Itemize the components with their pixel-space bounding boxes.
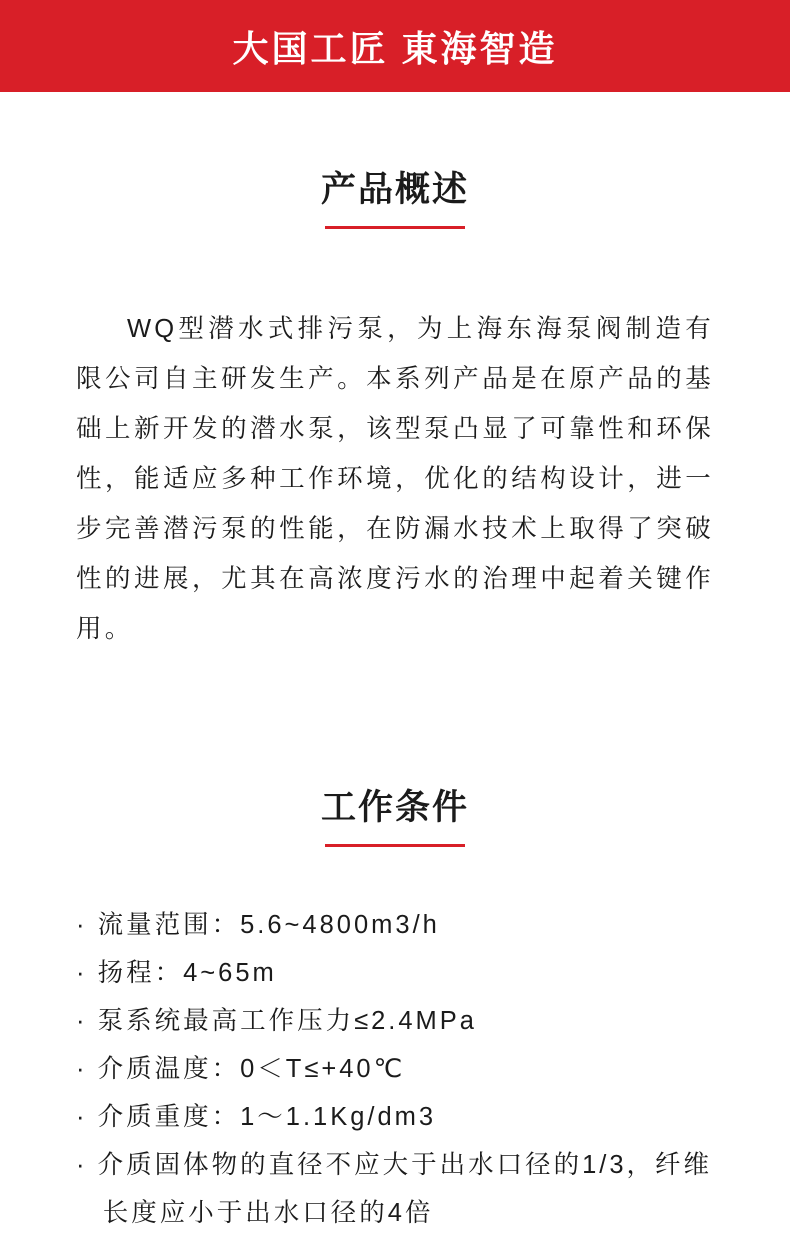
- list-item: · 泵系统最高工作压力≤2.4MPa: [76, 1006, 477, 1035]
- list-item: · 介质固体物的直径不应大于出水口径的1/3，纤维长度应小于出水口径的4倍: [76, 1150, 713, 1227]
- section-working-conditions: [0, 786, 790, 1237]
- working-conditions-list: [76, 901, 714, 1237]
- list-item: · 介质温度：0＜T≤+40℃: [76, 1054, 406, 1083]
- section-product-overview: [0, 168, 790, 654]
- banner-title: 大国工匠 東海智造: [232, 27, 558, 69]
- spacer-working-conditions-body: [76, 847, 714, 901]
- list-item: · 扬程：4~65m: [76, 958, 277, 987]
- page-banner: [0, 0, 790, 92]
- spacer-before-working-conditions: [0, 680, 790, 786]
- section-header-product-overview: [76, 168, 714, 229]
- list-item: · 介质重度：1～1.1Kg/dm3: [76, 1102, 437, 1131]
- list-item: · 流量范围：5.6~4800m3/h: [76, 910, 440, 939]
- spacer-overview-body: [76, 229, 714, 279]
- product-overview-paragraph: WQ型潜水式排污泵，为上海东海泵阀制造有限公司自主研发生产。本系列产品是在原产品的基础上新开发的潜水泵，该型泵凸显了可靠性和环保性，能适应多种工作环境，优化的结构设计，进一步完善潜污泵的性能，在防漏水技术上取得了突破性的进展，尤其在高浓度污水的治理中起着关键作用。: [76, 315, 714, 644]
- spacer-after-banner: [0, 92, 790, 168]
- section-header-working-conditions: [76, 786, 714, 847]
- section-title-product-overview: 产品概述: [320, 170, 469, 209]
- section-title-working-conditions: 工作条件: [320, 787, 469, 827]
